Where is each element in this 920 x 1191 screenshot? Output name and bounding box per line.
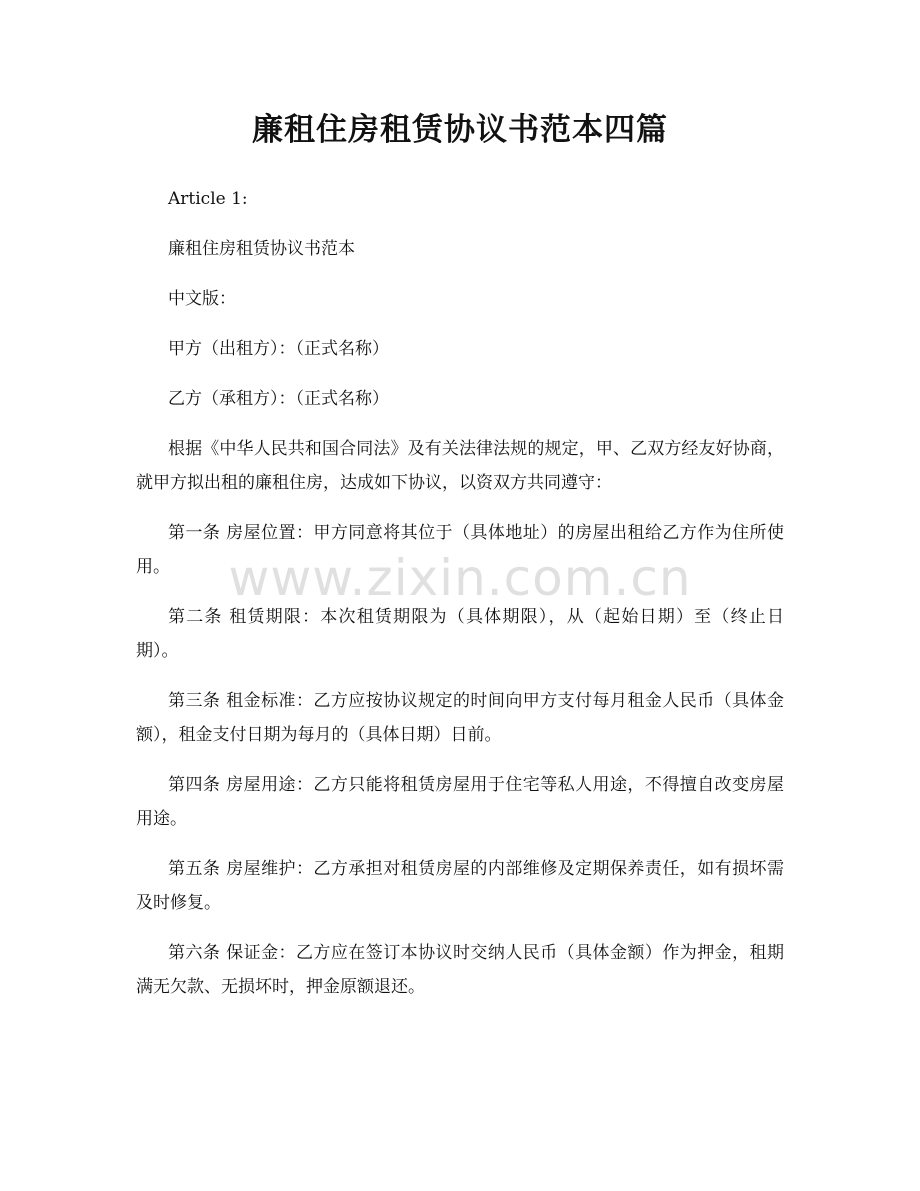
paragraph-party-b: 乙方（承租方）：（正式名称）: [168, 389, 389, 409]
paragraph-article-heading: Article 1:: [168, 189, 248, 209]
paragraph-clause-2: 第二条 租赁期限：本次租赁期限为（具体期限），从（起始日期）至（终止日期）。: [136, 607, 784, 661]
paragraph-version: 中文版：: [168, 289, 236, 309]
watermark: www.zixin.com.cn: [228, 549, 692, 607]
paragraph-clause-6: 第六条 保证金：乙方应在签订本协议时交纳人民币（具体金额）作为押金，租期满无欠款、无损坏时，押金原额退还。: [136, 943, 784, 997]
paragraph-clause-5: 第五条 房屋维护：乙方承担对租赁房屋的内部维修及定期保养责任，如有损坏需及时修复。: [136, 859, 784, 913]
document-body: [136, 182, 784, 1020]
document-title: 廉租住房租赁协议书范本四篇: [252, 112, 668, 148]
paragraph-clause-3: 第三条 租金标准：乙方应按协议规定的时间向甲方支付每月租金人民币（具体金额），租金支付日期为每月的（具体日期）日前。: [136, 691, 784, 745]
paragraph-preamble: 根据《中华人民共和国合同法》及有关法律法规的规定，甲、乙双方经友好协商，就甲方拟出租的廉租住房，达成如下协议，以资双方共同遵守：: [136, 439, 784, 493]
paragraph-clause-1: 第一条 房屋位置：甲方同意将其位于（具体地址）的房屋出租给乙方作为住所使用。: [136, 523, 784, 577]
paragraph-party-a: 甲方（出租方）：（正式名称）: [168, 339, 389, 359]
paragraph-subtitle: 廉租住房租赁协议书范本: [168, 239, 355, 259]
paragraph-clause-4: 第四条 房屋用途：乙方只能将租赁房屋用于住宅等私人用途，不得擅自改变房屋用途。: [136, 775, 784, 829]
